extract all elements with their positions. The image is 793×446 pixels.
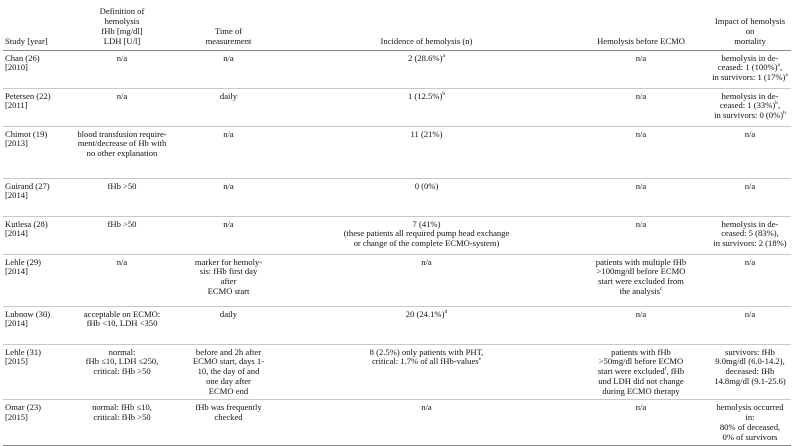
header-definition: Definition of hemolysis fHb [mg/dl] LDH [U/l] — [67, 0, 177, 50]
footnote-mark: a — [442, 52, 445, 59]
study-cell: Chan (26) [2010] — [3, 50, 67, 88]
footnote-mark: e — [478, 356, 482, 363]
time-cell: fHb was frequently checked — [177, 400, 280, 446]
time-cell: n/a — [177, 50, 280, 88]
footnote-mark: a — [777, 62, 780, 69]
header-mortality-impact: Impact of hemolysis on mortality — [709, 0, 791, 50]
impact-cell: hemolysis occurred in: 80% of deceased, 0% of survivors — [709, 400, 791, 446]
definition-cell: normal: fHb ≤10, critical: fHb >50 — [67, 400, 177, 446]
footnote-mark: b — [783, 110, 786, 117]
study-cell: Kutlesa (28) [2014] — [3, 216, 67, 254]
impact-text-2: in survivors: 1 (17%) — [712, 72, 786, 83]
definition-cell: fHb >50 — [67, 216, 177, 254]
before-ecmo-cell: n/a — [573, 216, 709, 254]
incidence-text: 20 (24.1%) — [405, 308, 445, 319]
impact-cell: survivors: fHb 9.0mg/dl (6.0-14.2), deceased: fHb 14.8mg/dl (9.1-25.6) — [709, 344, 791, 400]
before-ecmo-cell: n/a — [573, 178, 709, 216]
definition-cell: n/a — [67, 88, 177, 126]
header-incidence: Incidence of hemolysis (n) — [280, 0, 573, 50]
table-row — [3, 216, 791, 254]
header-row — [3, 0, 791, 50]
incidence-cell — [280, 88, 573, 126]
time-cell: n/a — [177, 216, 280, 254]
footnote-mark: a — [785, 72, 788, 79]
study-cell: Lehle (31) [2015] — [3, 344, 67, 400]
time-cell: before and 2h after ECMO start, days 1- 10, the day of and one day after ECMO end — [177, 344, 280, 400]
incidence-cell — [280, 50, 573, 88]
incidence-cell — [280, 306, 573, 344]
study-cell: Omar (23) [2015] — [3, 400, 67, 446]
impact-cell: n/a — [709, 254, 791, 306]
table-row — [3, 254, 791, 306]
incidence-text: 8 (2.5%) only patients with PHT, critical: 1.7% of all fHb-values — [369, 346, 484, 367]
definition-cell: blood transfusion require- ment/decrease of Hb with no other explanation — [67, 126, 177, 178]
impact-cell: hemolysis in de- ceased: 5 (83%), in survivors: 2 (18%) — [709, 216, 791, 254]
impact-text: hemolysis in de- ceased: 1 (33%) — [719, 90, 779, 111]
incidence-cell: 11 (21%) — [280, 126, 573, 178]
before-ecmo-cell: n/a — [573, 88, 709, 126]
incidence-cell: n/a — [280, 254, 573, 306]
before-ecmo-cell: n/a — [573, 400, 709, 446]
before-ecmo-cell: n/a — [573, 50, 709, 88]
time-cell: daily — [177, 88, 280, 126]
time-cell: marker for hemoly- sis: fHb first day after ECMO start — [177, 254, 280, 306]
impact-cell: hemolysis in de- ceased: 1 $(100\%)^a$, in survivors: 1 $(17\%)^a$ — [709, 50, 791, 88]
header-before-ecmo: Hemolysis before ECMO — [573, 0, 709, 50]
incidence-cell: 0 (0%) — [280, 178, 573, 216]
before-ecmo-text-2: , fHb und LDH did not change during ECMO therapy — [598, 366, 685, 397]
definition-cell: n/a — [67, 50, 177, 88]
before-ecmo-cell — [573, 344, 709, 400]
time-cell: n/a — [177, 126, 280, 178]
footnote-mark: c — [659, 286, 663, 293]
incidence-text: 2 (28.6%) — [408, 52, 443, 63]
study-cell: Lehle (29) [2014] — [3, 254, 67, 306]
table-header — [3, 0, 791, 50]
definition-cell: fHb >50 — [67, 178, 177, 216]
table-row — [3, 88, 791, 126]
impact-cell: n/a — [709, 178, 791, 216]
impact-cell: n/a — [709, 306, 791, 344]
footnote-mark: b — [442, 90, 446, 97]
incidence-cell: 7 (41%) (these patients all required pump head exchange or change of the complete ECMO-system) — [280, 216, 573, 254]
before-ecmo-cell: n/a — [573, 306, 709, 344]
impact-text: hemolysis in de- ceased: 1 (100%) — [717, 52, 779, 73]
table-row — [3, 400, 791, 446]
impact-cell: hemolysis in de- ceased: 1 $(33\%)^b$, in survivors: 0 $(0\%)^b$ — [709, 88, 791, 126]
table-row — [3, 306, 791, 344]
header-study: Study [year] — [3, 0, 67, 50]
definition-cell: normal: fHb ≤10, LDH ≤250, critical: fHb >50 — [67, 344, 177, 400]
impact-cell: n/a — [709, 126, 791, 178]
study-cell: Lubnow (30) [2014] — [3, 306, 67, 344]
study-cell: Chimot (19) [2013] — [3, 126, 67, 178]
before-ecmo-text: patients with multiple fHb >100mg/dl before ECMO start were excluded from the analysis — [595, 256, 687, 297]
footnote-mark: d — [444, 308, 448, 315]
table-row — [3, 178, 791, 216]
table-row — [3, 126, 791, 178]
header-time: Time of measurement — [177, 0, 280, 50]
footnote-mark: b — [775, 100, 778, 107]
incidence-cell: n/a — [280, 400, 573, 446]
time-cell: daily — [177, 306, 280, 344]
definition-cell: n/a — [67, 254, 177, 306]
table-body — [3, 50, 791, 445]
hemolysis-studies-table — [3, 0, 791, 446]
footnote-mark: f — [664, 366, 667, 373]
table-row — [3, 344, 791, 400]
table-row — [3, 50, 791, 88]
before-ecmo-cell — [573, 254, 709, 306]
before-ecmo-text: patients with fHb >50mg/dl before ECMO start were excluded — [597, 346, 684, 377]
impact-text-2: in survivors: 0 (0%) — [714, 110, 784, 121]
study-cell: Guirand (27) [2014] — [3, 178, 67, 216]
study-cell: Petersen (22) [2011] — [3, 88, 67, 126]
time-cell: n/a — [177, 178, 280, 216]
before-ecmo-cell: n/a — [573, 126, 709, 178]
incidence-cell — [280, 344, 573, 400]
incidence-text: 1 (12.5%) — [407, 90, 443, 101]
definition-cell: acceptable on ECMO: fHb <10, LDH <350 — [67, 306, 177, 344]
